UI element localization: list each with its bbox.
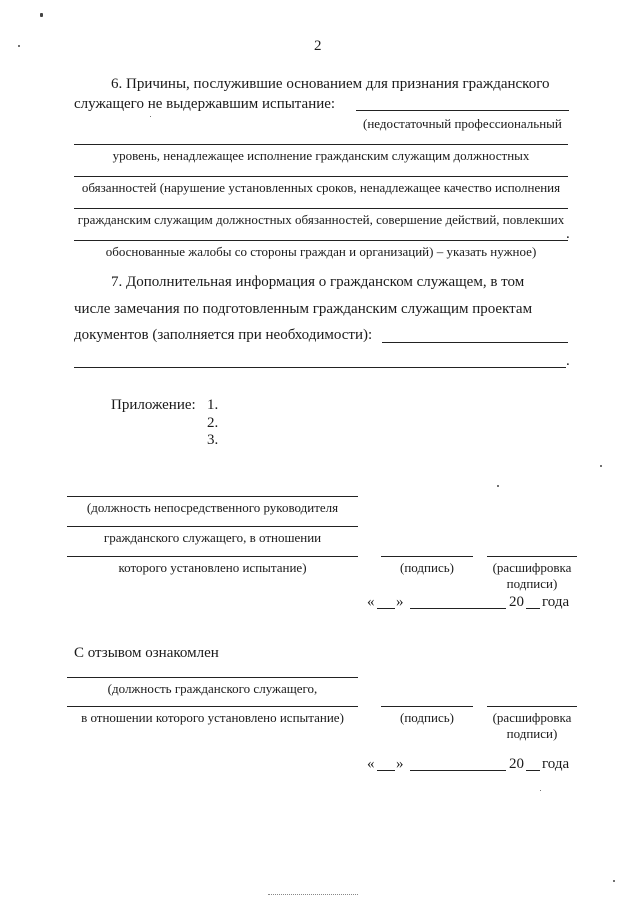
employee-position-line1[interactable] (67, 677, 358, 678)
section6-hint-line2: уровень, ненадлежащее исполнение гражданским служащим должностных (112, 148, 530, 163)
employee-decode-line[interactable] (487, 706, 577, 707)
scan-artifact-bottom (268, 894, 358, 895)
section7-text-line3: документов (заполняется при необходимости): (74, 327, 373, 343)
employee-position-label1: (должность гражданского служащего, (107, 681, 318, 696)
scan-speck (40, 13, 43, 17)
supervisor-date-close-quote: » (396, 594, 404, 610)
employee-decode-label1: (расшифровка (492, 710, 572, 725)
scan-speck (600, 465, 602, 467)
supervisor-date-year-line[interactable] (526, 608, 540, 609)
section7-text-line2: числе замечания по подготовленным гражданским служащим проектам (74, 301, 533, 317)
supervisor-date-day-line[interactable] (377, 608, 395, 609)
scan-speck (540, 790, 541, 791)
employee-position-line2[interactable] (67, 706, 358, 707)
section6-hint-line1: (недостаточный профессиональный (363, 116, 562, 131)
employee-date-day-line[interactable] (377, 770, 395, 771)
section7-fill-line2[interactable] (74, 367, 566, 368)
section6-fill-line1[interactable] (356, 110, 569, 111)
supervisor-signature-label: (подпись) (400, 560, 454, 575)
page-number: 2 (314, 38, 322, 54)
employee-date-open-quote: « (367, 756, 375, 772)
appendix-item-3: 3. (207, 432, 219, 448)
scan-speck (18, 45, 20, 47)
section7-fill-line1[interactable] (382, 342, 568, 343)
section7-text-line1: 7. Дополнительная информация о гражданском служащем, в том (111, 274, 525, 290)
section6-fill-line5[interactable] (74, 240, 568, 241)
employee-date-year-prefix: 20 (509, 756, 524, 772)
section6-hint-line3: обязанностей (нарушение установленных сроков, ненадлежащее качество исполнения (81, 180, 561, 195)
section6-fill-line2[interactable] (74, 144, 568, 145)
section6-hint-line4: гражданским служащим должностных обязанностей, совершение действий, повлекших (77, 212, 565, 227)
supervisor-date-open-quote: « (367, 594, 375, 610)
supervisor-position-label3: которого установлено испытание) (118, 560, 307, 575)
section7-end-period: . (566, 353, 570, 369)
employee-signature-line[interactable] (381, 706, 473, 707)
section6-fill-line3[interactable] (74, 176, 568, 177)
employee-signature-label: (подпись) (400, 710, 454, 725)
employee-date-close-quote: » (396, 756, 404, 772)
supervisor-position-line3[interactable] (67, 556, 358, 557)
section6-text-line1: 6. Причины, послужившие основанием для признания гражданского (111, 76, 550, 92)
section6-hint-line5: обоснованные жалобы со стороны граждан и организаций) – указать нужное) (105, 244, 537, 259)
appendix-item-1: 1. (207, 397, 219, 413)
supervisor-date-year-prefix: 20 (509, 594, 524, 610)
acknowledged-heading: С отзывом ознакомлен (74, 645, 219, 661)
appendix-label: Приложение: (111, 397, 196, 413)
supervisor-position-line2[interactable] (67, 526, 358, 527)
employee-decode-label2: подписи) (506, 726, 558, 741)
supervisor-date-year-suffix: года (542, 594, 570, 610)
scan-speck (497, 485, 499, 487)
section6-end-period: . (566, 226, 570, 242)
supervisor-date-month-line[interactable] (410, 608, 506, 609)
employee-date-year-suffix: года (542, 756, 570, 772)
supervisor-position-label1: (должность непосредственного руководителя (86, 500, 339, 515)
supervisor-decode-line[interactable] (487, 556, 577, 557)
scan-speck (613, 880, 615, 882)
appendix-item-2: 2. (207, 415, 219, 431)
supervisor-decode-label1: (расшифровка (492, 560, 572, 575)
section6-text-line2: служащего не выдержавшим испытание: (74, 96, 336, 112)
supervisor-position-label2: гражданского служащего, в отношении (103, 530, 322, 545)
supervisor-position-line1[interactable] (67, 496, 358, 497)
section6-fill-line4[interactable] (74, 208, 568, 209)
supervisor-decode-label2: подписи) (506, 576, 558, 591)
employee-date-year-line[interactable] (526, 770, 540, 771)
supervisor-signature-line[interactable] (381, 556, 473, 557)
employee-position-label2: в отношении которого установлено испытание) (81, 710, 344, 725)
scan-speck (150, 116, 151, 117)
employee-date-month-line[interactable] (410, 770, 506, 771)
